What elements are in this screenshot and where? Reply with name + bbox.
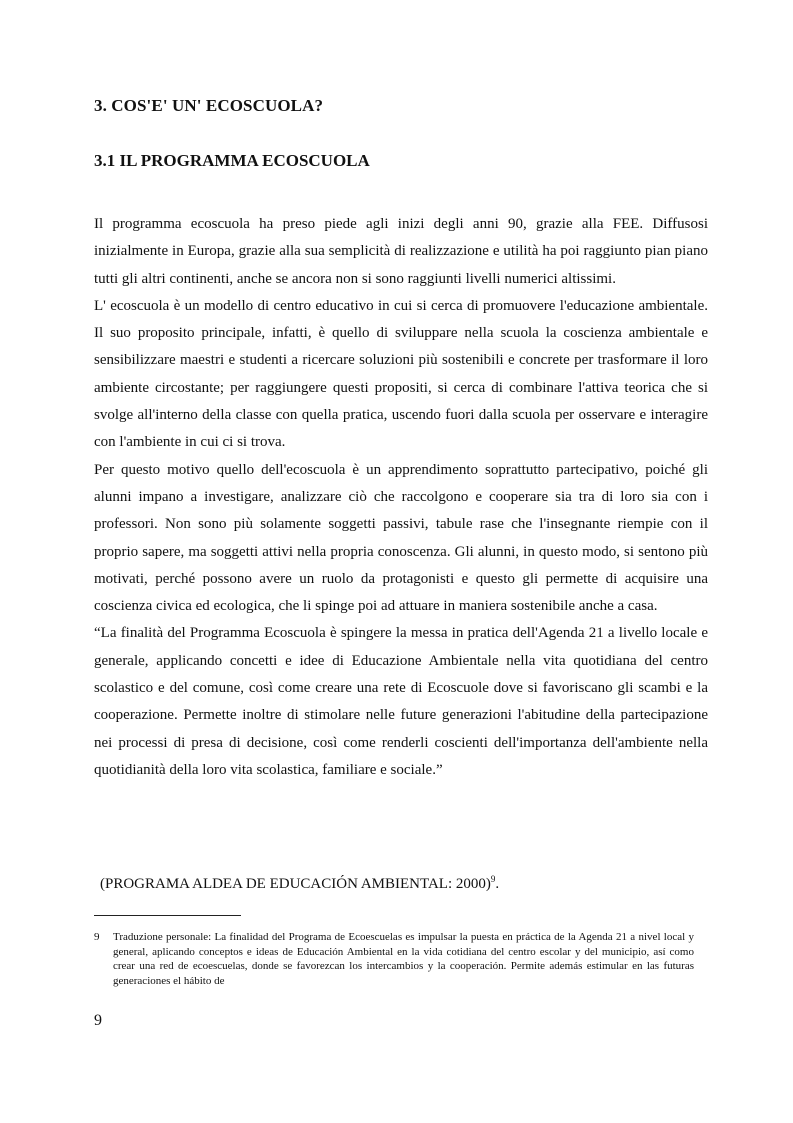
body-text <box>94 211 708 784</box>
section-heading: 3. COS'E' UN' ECOSCUOLA? <box>94 96 324 115</box>
paragraph: Per questo motivo quello dell'ecoscuola è un apprendimento soprattutto partecipativo, poiché gli alunni impano a investigare, analizzare ciò che raccolgono e cooperare sia tra di loro sia con i professori. Non sono più solamente soggetti passivi, tabule rase che l'insegnante riempie con il proprio sapere, ma soggetti attivi nella propria conoscenza. Gli alunni, in questo modo, si sentono più motivati, perché possono avere un ruolo da protagonisti e questo gli permette di acquisire una coscienza civica ed ecologica, che li spinge poi ad attuare in maniera sostenibile anche a casa. <box>94 461 708 615</box>
quotation-paragraph: “La finalità del Programma Ecoscuola è spingere la messa in pratica dell'Agenda 21 a livello locale e generale, applicando concetti e idee di Educazione Ambientale nella vita quotidiana del centro scolastico e del comune, così come creare una rete di Ecoscuole dove si favoriscano gli scambi e la cooperazione. Permette inoltre di stimolare nelle future generazioni l'abitudine della partecipazione nei processi di presa di decisione, così come renderli coscienti dell'importanza dell'ambiente nella quotidianità della loro vita scolastica, familiare e sociale.” <box>94 625 708 778</box>
subsection-heading: 3.1 IL PROGRAMMA ECOSCUOLA <box>94 151 370 170</box>
footnote-separator <box>94 915 241 916</box>
citation-end: . <box>495 876 500 892</box>
paragraph: L' ecoscuola è un modello di centro educativo in cui si cerca di promuovere l'educazione ambientale. Il suo proposito principale, infatti, è quello di sviluppare nella scuola la coscienza ambientale e sensibilizzare maestri e studenti a ricercare soluzioni più sostenibili e concrete per trasformare il loro ambiente circostante; per raggiungere questi propositi, si cerca di combinare l'attiva teorica che si svolge all'interno della classe con quella pratica, uscendo fuori dalla scuola per osservare e interagire con l'ambiente in cui ci si trova. <box>94 297 708 451</box>
footnote-number: 9 <box>94 931 100 943</box>
page-number: 9 <box>94 1012 102 1029</box>
citation-text: (PROGRAMA ALDEA DE EDUCACIÓN AMBIENTAL: 2000) <box>100 876 491 892</box>
footnote-text: Traduzione personale: La finalidad del Programa de Ecoescuelas es impulsar la puesta en práctica de la Agenda 21 a nivel local y general, aplicando conceptos e ideas de Educación Ambiental en la vida cotidiana del centro escolar y del municipio, así como crear una red de ecoescuelas, donde se favorezcan los intercambios y la cooperación. Permite además estimular en las futuras generaciones el hábito de <box>113 931 694 987</box>
paragraph: Il programma ecoscuola ha preso piede agli inizi degli anni 90, grazie alla FEE. Diffusosi inizialmente in Europa, grazie alla sua semplicità di realizzazione e utilità ha poi raggiunto pian piano tutti gli altri continenti, anche se ancora non si sono raggiunti livelli numerici altissimi. <box>94 216 708 287</box>
footnote-reference: 9 <box>490 874 496 884</box>
citation <box>100 872 499 896</box>
